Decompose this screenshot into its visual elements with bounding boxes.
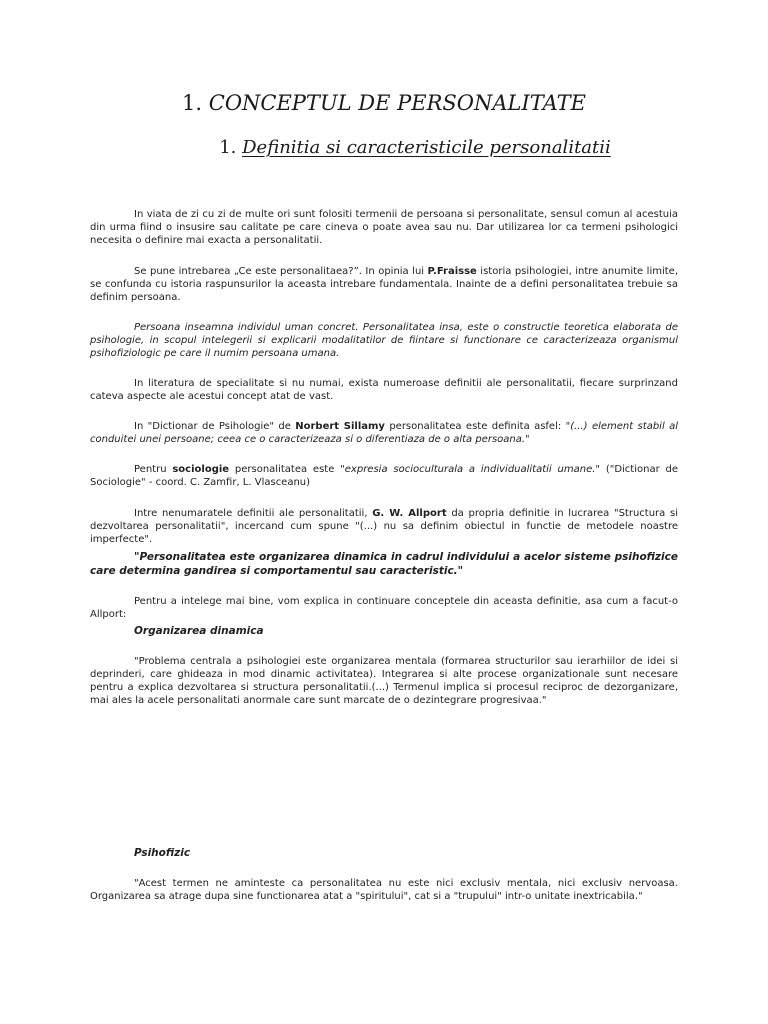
- paragraph-intro: In viata de zi cu zi de multe ori sunt folositi termenii de persoana si personalitate, sensul comun al acestuia din urma fiind o insusire sau calitate pe care cineva o poate avea sau nu. Dar utilizarea lor ca termeni psihologici necesita o definire mai exacta a personalitatii.: [90, 209, 678, 246]
- author-fraisse: P.Fraisse: [427, 266, 477, 277]
- paragraph-sociologie: Pentru sociologie personalitatea este "expresia socioculturala a individualitatii umane." ("Dictionar de Sociologie" - coord. C. Zamfir, L. Vlasceanu): [90, 464, 679, 488]
- section-title: [90, 135, 740, 161]
- chapter-number: 1.: [182, 91, 203, 115]
- chapter-title: [90, 88, 678, 118]
- sillamy-quote: "(...) element stabil al conduitei unei persoane; ceea ce o caracterizeaza si o diferentiaza de o alta persoana.": [90, 421, 679, 445]
- author-allport: G. W. Allport: [372, 508, 447, 519]
- document-page: [90, 0, 678, 1024]
- paragraph-explica: Pentru a intelege mai bine, vom explica in continuare conceptele din aceasta definitie, asa cum a facut-o Allport:: [90, 596, 678, 620]
- chapter-title-text: CONCEPTUL DE PERSONALITATE: [208, 91, 586, 115]
- paragraph-allport: Intre nenumaratele definitii ale personalitatii, G. W. Allport da propria definitie in lucrarea "Structura si dezvoltarea personalitatii", incercand cum spune "(...) nu sa definim obiectul in functie de metodele noastre imperfecte".: [90, 508, 678, 545]
- term-sociologie: sociologie: [172, 464, 230, 475]
- paragraph-question: Se pune intrebarea „Ce este personalitaea?”. In opinia lui P.Fraisse istoria psihologiei, intre anumite limite, se confunda cu istoria raspunsurilor la aceasta intrebare fundamentala. Inainte de a defini personalitatea trebuie sa definim persoana.: [90, 266, 678, 303]
- section-title-text: Definitia si caracteristicile personalitatii: [242, 137, 611, 158]
- sociologie-quote: "expresia socioculturala a individualitatii umane.": [340, 464, 601, 475]
- paragraph-literatura: In literatura de specialitate si nu numai, exista numeroase definitii ale personalitatii, fiecare surprinzand cateva aspecte ale acestui concept atat de vast.: [90, 378, 678, 402]
- heading-organizarea-dinamica: Organizarea dinamica: [134, 625, 264, 637]
- paragraph-sillamy: In "Dictionar de Psihologie" de Norbert Sillamy personalitatea este definita asfel: "(...) element stabil al conduitei unei persoane; ceea ce o caracterizeaza si o diferentiaza de o alta persoana.": [90, 421, 679, 445]
- paragraph-psihofizic: "Acest termen ne aminteste ca personalitatea nu este nici exclusiv mentala, nici exclusiv nervoasa. Organizarea sa atrage dupa sine functionarea atat a "spiritului", cat si a "trupului" intr-o unitate inextricabila.": [90, 878, 678, 902]
- heading-psihofizic: Psihofizic: [134, 847, 191, 859]
- allport-definition: "Personalitatea este organizarea dinamica in cadrul individului a acelor sisteme psihofizice care determina gandirea si comportamentul sau caracteristic.": [90, 551, 678, 577]
- section-number: 1.: [219, 137, 237, 158]
- paragraph-persoana: Persoana inseamna individul uman concret. Personalitatea insa, este o constructie teoretica elaborata de psihologie, in scopul intelegerii si explicarii modalitatilor de fiintare si functionare ce caracterizeaza organismul psihofiziologic pe care il numim persoana umana.: [90, 322, 678, 359]
- author-sillamy: Norbert Sillamy: [295, 421, 385, 432]
- paragraph-organizarea: "Problema centrala a psihologiei este organizarea mentala (formarea structurilor sau ierarhiilor de idei si deprinderi, care ghideaza in mod dinamic activitatea). Integrarea si alte procese organizationale sunt necesare pentru a explica dezvoltarea si structura personalitatii.(...) Termenul implica si procesul reciproc de dezorganizare, mai ales la acele personalitati anormale care sunt marcate de o dezintegrare progresivaa.": [90, 656, 678, 706]
